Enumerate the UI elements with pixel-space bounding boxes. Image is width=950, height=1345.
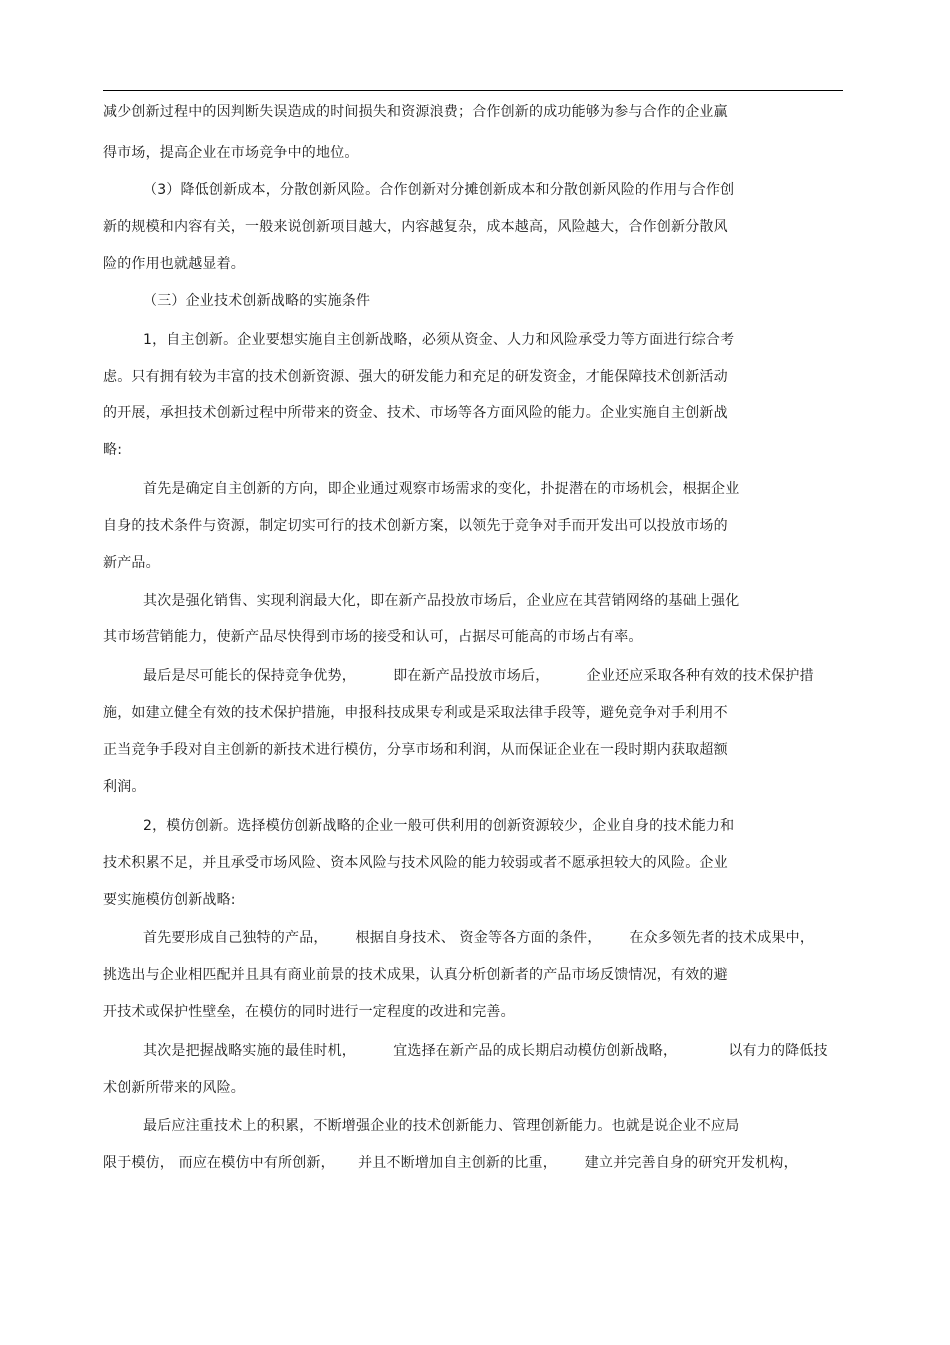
header-rule: [103, 90, 843, 91]
text-line: 利润。: [103, 779, 146, 795]
text-line: 的开展，承担技术创新过程中所带来的资金、技术、市场等各方面风险的能力。企业实施自主创新战: [103, 405, 728, 421]
text-line: 首先是确定自主创新的方向，即企业通过观察市场需求的变化，扑捉潜在的市场机会，根据企业: [143, 481, 740, 497]
text-line: 最后是尽可能长的保持竞争优势， 即在新产品投放市场后， 企业还应采取各种有效的技术保护措: [143, 668, 814, 684]
text-line: 要实施模仿创新战略:: [103, 892, 236, 908]
text-line: 其次是把握战略实施的最佳时机， 宜选择在新产品的成长期启动模仿创新战略， 以有力的降低技: [143, 1043, 828, 1059]
text-line: 减少创新过程中的因判断失误造成的时间损失和资源浪费；合作创新的成功能够为参与合作的企业赢: [103, 104, 728, 120]
text-line: 略:: [103, 442, 123, 458]
text-line: 最后应注重技术上的积累，不断增强企业的技术创新能力、管理创新能力。也就是说企业不应局: [143, 1118, 740, 1134]
text-line: 2，模仿创新。选择模仿创新战略的企业一般可供利用的创新资源较少，企业自身的技术能力和: [143, 818, 735, 834]
text-line: （3）降低创新成本，分散创新风险。合作创新对分摊创新成本和分散创新风险的作用与合作创: [143, 182, 735, 198]
text-line: 开技术或保护性壁垒，在模仿的同时进行一定程度的改进和完善。: [103, 1004, 515, 1020]
text-line: 施，如建立健全有效的技术保护措施，申报科技成果专利或是采取法律手段等，避免竞争对手利用不: [103, 705, 728, 721]
text-line: 其次是强化销售、实现利润最大化，即在新产品投放市场后，企业应在其营销网络的基础上强化: [143, 593, 740, 609]
text-line: 得市场，提高企业在市场竞争中的地位。: [103, 145, 359, 161]
text-line: 险的作用也就越显着。: [103, 256, 245, 272]
section-heading: （三）企业技术创新战略的实施条件: [143, 293, 371, 309]
text-line: 限于模仿， 而应在模仿中有所创新， 并且不断增加自主创新的比重， 建立并完善自身的研究开发机构，: [103, 1155, 798, 1171]
text-line: 自身的技术条件与资源，制定切实可行的技术创新方案，以领先于竞争对手而开发出可以投放市场的: [103, 518, 728, 534]
text-line: 挑选出与企业相匹配并且具有商业前景的技术成果，认真分析创新者的产品市场反馈情况，有效的避: [103, 967, 728, 983]
text-line: 新的规模和内容有关，一般来说创新项目越大，内容越复杂，成本越高，风险越大，合作创新分散风: [103, 219, 728, 235]
text-line: 正当竞争手段对自主创新的新技术进行模仿，分享市场和利润，从而保证企业在一段时期内获取超额: [103, 742, 728, 758]
text-line: 1，自主创新。企业要想实施自主创新战略，必须从资金、人力和风险承受力等方面进行综合考: [143, 332, 735, 348]
text-line: 虑。只有拥有较为丰富的技术创新资源、强大的研发能力和充足的研发资金，才能保障技术创新活动: [103, 369, 728, 385]
text-line: 首先要形成自己独特的产品， 根据自身技术、 资金等各方面的条件， 在众多领先者的技术成果中，: [143, 930, 815, 946]
text-line: 技术积累不足，并且承受市场风险、资本风险与技术风险的能力较弱或者不愿承担较大的风险。企业: [103, 855, 728, 871]
text-line: 其市场营销能力，使新产品尽快得到市场的接受和认可，占据尽可能高的市场占有率。: [103, 629, 643, 645]
text-line: 新产品。: [103, 555, 160, 571]
text-line: 术创新所带来的风险。: [103, 1080, 245, 1096]
